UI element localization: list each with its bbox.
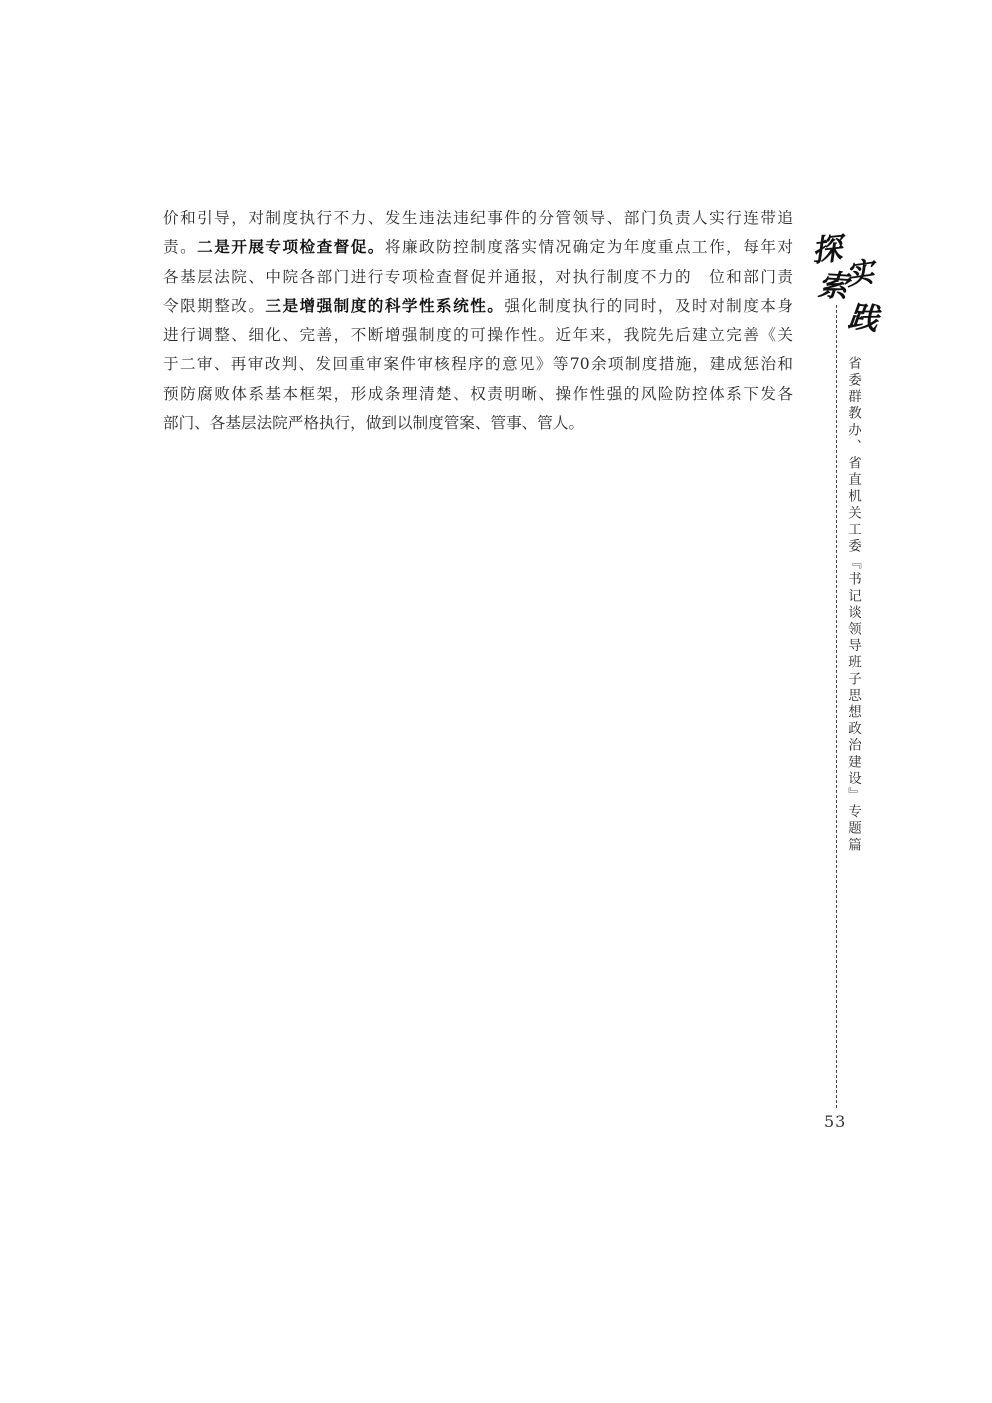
text-line: 预防腐败体系基本框架，形成条理清楚、权责明晰、操作性强的风险防控体系下发各 (163, 384, 793, 403)
text-line: 价和引导，对制度执行不力、发生违法违纪事件的分管领导、部门负责人实行连带追 (163, 209, 793, 227)
logo-char: 探 (810, 231, 844, 270)
logo-char: 践 (846, 299, 880, 338)
section-title: 省委群教办、省直机关工委『书记谈领导班子思想政治建设』专题篇 (845, 356, 861, 854)
text-line: 部门、各基层法院严格执行，做到以制度管案、管事、管人。 (163, 414, 585, 433)
text-line: 令限期整改。三是增强制度的科学性系统性。强化制度执行的同时，及时对制度本身 (163, 296, 793, 315)
logo-char: 索 (816, 267, 850, 306)
text-line: 于二审、再审改判、发回重审案件审核程序的意见》等70余项制度措施，建成惩治和 (163, 355, 793, 374)
body-paragraph (163, 204, 793, 438)
logo-char: 实 (843, 255, 877, 292)
text-line: 责。二是开展专项检查督促。将廉政防控制度落实情况确定为年度重点工作，每年对 (163, 238, 793, 257)
text-line: 进行调整、细化、完善，不断增强制度的可操作性。近年来，我院先后建立完善《关 (163, 326, 793, 345)
bold-heading: 三是增强制度的科学性系统性。 (265, 296, 505, 315)
column-logo (810, 231, 880, 342)
bold-heading: 二是开展专项检查督促。 (197, 238, 385, 257)
text-line: 各基层法院、中院各部门进行专项检查督促并通报，对执行制度不力的 位和部门责 (163, 267, 793, 286)
page-number: 53 (824, 1112, 847, 1131)
dashed-divider (836, 305, 837, 1108)
